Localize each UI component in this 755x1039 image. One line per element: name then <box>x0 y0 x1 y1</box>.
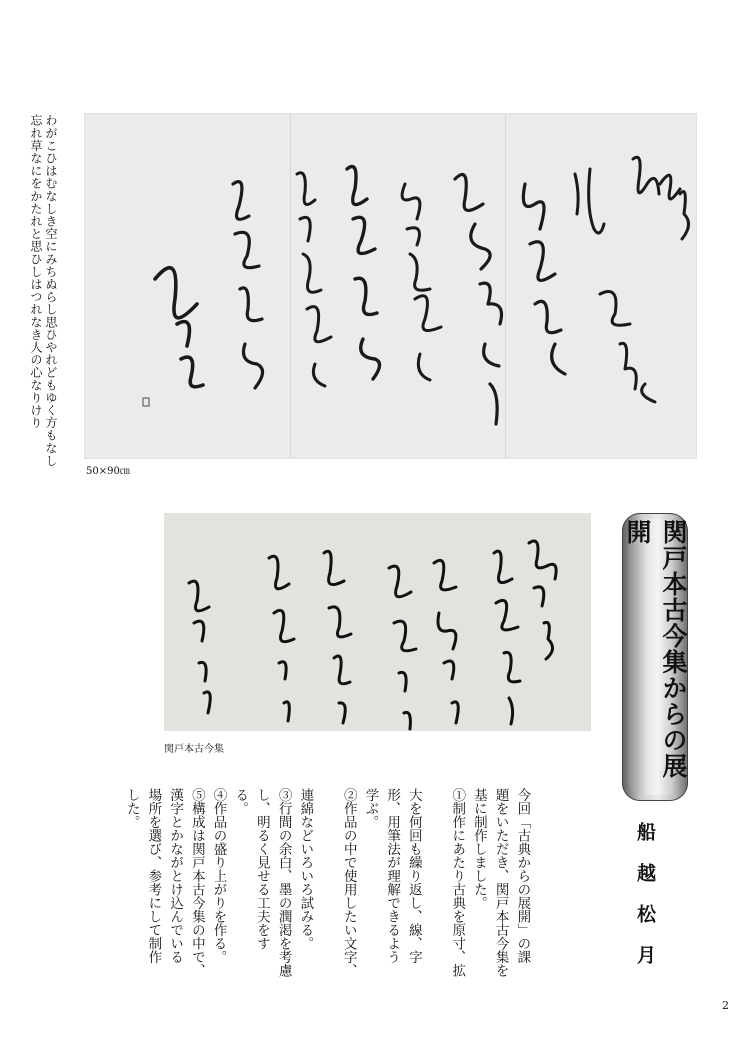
point-line: ③行間の余白、墨の潤渇を考慮 <box>275 788 292 977</box>
point-line: ⑤構成は関戸本古今集の中で、 <box>188 788 205 977</box>
reference-strokes <box>164 513 591 731</box>
calligraphy-strokes <box>85 114 696 458</box>
point-line: 大を何回も繰り返し、線、字 <box>405 788 422 964</box>
calligraphy-artwork <box>84 113 697 459</box>
poem-line: わがこひはむなしき空にみちぬらし思ひやれどもゆく方もなし <box>44 114 58 467</box>
page-number: 2 <box>722 999 729 1012</box>
point-line: 連綿などいろいろ試みる。 <box>297 788 314 950</box>
poem-line: 忘れ草なにをかたれと思ひしはつれなき人の心なりけり <box>29 114 43 429</box>
point-line: る。 <box>232 788 249 815</box>
title-banner-inner <box>623 519 688 795</box>
point-line: した。 <box>123 788 140 829</box>
point-line: ④作品の盛り上がりを作る。 <box>210 788 227 964</box>
poem-transcription <box>28 114 58 474</box>
point-line: 漢字とかながとけ込んでいる <box>167 788 184 964</box>
intro-line: 題をいただき、関戸本古今集を <box>492 788 509 977</box>
author-name: 船越松月 <box>634 822 656 986</box>
reference-caption: 関戸本古今集 <box>164 744 224 755</box>
point-line: 学ぶ。 <box>362 788 379 829</box>
artwork-dimensions: 50×90㎝ <box>86 466 130 477</box>
article-body <box>120 788 532 1000</box>
point-line: ②作品の中で使用したい文字、 <box>340 788 357 977</box>
title-banner <box>622 513 688 801</box>
reference-photo <box>164 513 591 731</box>
point-line: し、明るく見せる工夫をす <box>253 788 270 950</box>
intro-line: 基に制作しました。 <box>470 788 487 910</box>
point-line: 形、用筆法が理解できるよう <box>384 788 401 964</box>
intro-line: 今回「古典からの展開」の課 <box>514 788 531 964</box>
article-title: 関戸本古今集からの展開 <box>623 519 688 779</box>
point-line: 場所を選び、参考にして制作 <box>145 788 162 964</box>
point-line: ①制作にあたり古典を原寸、拡 <box>449 788 466 977</box>
